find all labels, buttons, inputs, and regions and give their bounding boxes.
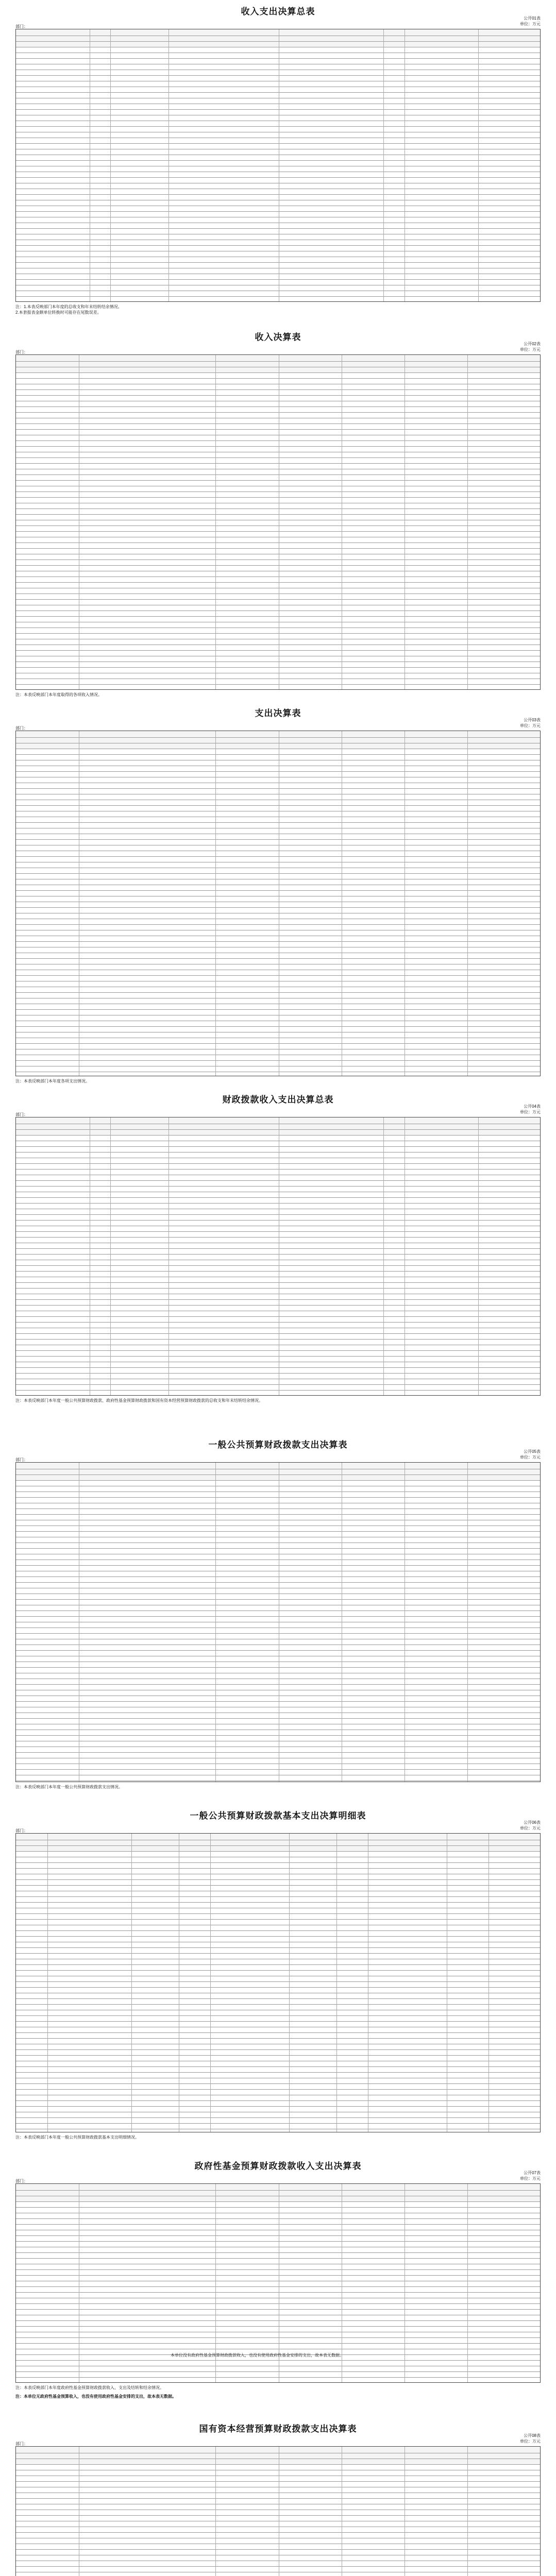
report-table — [15, 29, 541, 302]
table-column-line — [215, 355, 216, 690]
table-row-line — [16, 958, 540, 959]
report-section-s8 — [15, 2421, 541, 2576]
table-row-line — [16, 2241, 540, 2242]
table-footnote: 注：本表反映部门本年度各项支出情况。 — [15, 1079, 90, 1083]
table-row-line — [16, 514, 540, 515]
table-row-line — [16, 1237, 540, 1238]
department-label: 部门： — [15, 2442, 28, 2446]
table-row-line — [16, 1531, 540, 1532]
table-header — [16, 2447, 540, 2464]
table-row-line — [16, 1718, 540, 1719]
table-row-line — [16, 1146, 540, 1147]
table-footnote: 注：本表反映部门本年度一般公共预算财政拨款支出情况。 — [15, 1785, 123, 1789]
table-row-line — [16, 737, 540, 738]
table-row-line — [16, 1964, 540, 1965]
table-footnote: 注：本表反映部门本年度取得的各项收入情况。 — [15, 692, 102, 697]
table-row-line — [16, 2252, 540, 2253]
table-row-line — [16, 2326, 540, 2327]
department-label: 部门： — [15, 2179, 28, 2183]
table-column-line — [47, 1834, 48, 2132]
table-row-line — [16, 1902, 540, 1903]
table-row-line — [16, 2481, 540, 2482]
table-row-line — [16, 873, 540, 874]
table-code: 公开01表 — [524, 16, 541, 21]
table-row-line — [16, 1265, 540, 1266]
department-label: 部门： — [15, 1828, 28, 1833]
table-row-line — [16, 457, 540, 458]
empty-table-note: 本单位没有政府性基金预算财政拨款收入，也没有使用政府性基金安排的支出，故本表无数据。 — [171, 2353, 344, 2358]
table-row-line — [16, 446, 540, 447]
table-header — [16, 355, 540, 372]
table-row-line — [16, 1248, 540, 1249]
table-code: 公开07表 — [524, 2171, 541, 2175]
table-row-line — [16, 1930, 540, 1931]
table-row-line — [16, 423, 540, 424]
table-header — [16, 1463, 540, 1480]
table-row-line — [16, 211, 540, 212]
table-row-line — [16, 856, 540, 857]
table-row-line — [16, 1197, 540, 1198]
table-row-line — [16, 941, 540, 942]
table-row-line — [16, 1981, 540, 1982]
table-row-line — [16, 1135, 540, 1136]
table-row-line — [16, 2515, 540, 2516]
table-row-line — [16, 1769, 540, 1770]
table-row-line — [16, 667, 540, 668]
table-row-line — [16, 58, 540, 59]
table-row-line — [16, 177, 540, 178]
table-column-line — [478, 1117, 479, 1396]
table-row-line — [16, 2224, 540, 2225]
table-column-line — [289, 1834, 290, 2132]
table-row-line — [16, 2343, 540, 2344]
table-row-line — [16, 1203, 540, 1204]
table-row-line — [16, 2021, 540, 2022]
table-row-line — [16, 754, 540, 755]
table-row-line — [16, 463, 540, 464]
table-row-line — [16, 2532, 540, 2533]
report-section-s6 — [15, 1808, 541, 2143]
table-row-line — [16, 924, 540, 925]
report-section-s4 — [15, 1092, 541, 1406]
table-row-line — [16, 389, 540, 390]
table-row-line — [16, 684, 540, 685]
table-row-line — [16, 143, 540, 144]
table-header — [16, 2184, 540, 2201]
table-row-line — [16, 1953, 540, 1954]
report-table — [15, 354, 541, 690]
table-row-line — [16, 2549, 540, 2550]
table-row-line — [16, 109, 540, 110]
table-row-line — [16, 1305, 540, 1306]
table-row-line — [16, 474, 540, 475]
table-row-line — [16, 1987, 540, 1988]
table-column-line — [215, 1463, 216, 1782]
table-row-line — [16, 2083, 540, 2084]
table-row-line — [16, 1616, 540, 1617]
table-row-line — [16, 1582, 540, 1583]
table-row-line — [16, 1735, 540, 1736]
section-title: 支出决算表 — [255, 708, 301, 719]
table-row-line — [16, 565, 540, 566]
table-code: 公开08表 — [524, 2433, 541, 2438]
table-row-line — [16, 1879, 540, 1880]
table-code: 公开06表 — [524, 1820, 541, 1825]
table-row-line — [16, 1060, 540, 1061]
table-column-line — [215, 731, 216, 1076]
table-row-line — [16, 1514, 540, 1515]
table-code: 公开02表 — [524, 342, 541, 346]
table-row-line — [16, 395, 540, 396]
table-row-line — [16, 2201, 540, 2202]
report-table — [15, 2446, 541, 2576]
unit-label: 单位：万元 — [520, 347, 541, 352]
department-label: 部门： — [15, 350, 28, 354]
table-row-line — [16, 1322, 540, 1323]
unit-label: 单位：万元 — [520, 723, 541, 728]
table-row-line — [16, 2464, 540, 2465]
table-row-line — [16, 839, 540, 840]
unit-label: 单位：万元 — [520, 1455, 541, 1460]
table-row-line — [16, 650, 540, 651]
table-row-line — [16, 2337, 540, 2338]
table-row-line — [16, 92, 540, 93]
table-row-line — [16, 406, 540, 407]
table-row-line — [16, 1752, 540, 1753]
table-row-line — [16, 2055, 540, 2056]
table-row-line — [16, 1254, 540, 1255]
table-row-line — [16, 2207, 540, 2208]
table-row-line — [16, 531, 540, 532]
table-column-line — [336, 1834, 337, 2132]
table-row-line — [16, 1998, 540, 1999]
table-row-line — [16, 296, 540, 297]
table-row-line — [16, 1316, 540, 1317]
table-row-line — [16, 890, 540, 891]
table-row-line — [16, 2190, 540, 2191]
table-row-line — [16, 2049, 540, 2050]
table-header — [16, 1117, 540, 1135]
table-row-line — [16, 2320, 540, 2321]
table-row-line — [16, 1288, 540, 1289]
table-row-line — [16, 2106, 540, 2107]
table-row-line — [16, 1896, 540, 1897]
table-column-line — [383, 1117, 384, 1396]
table-row-line — [16, 440, 540, 441]
table-row-line — [16, 126, 540, 127]
table-code: 公开05表 — [524, 1449, 541, 1454]
table-code: 公开04表 — [524, 1104, 541, 1109]
table-row-line — [16, 1650, 540, 1651]
table-row-line — [16, 1339, 540, 1340]
table-row-line — [16, 1026, 540, 1027]
table-row-line — [16, 771, 540, 772]
report-table — [15, 1462, 541, 1782]
table-footnote: 注：本表反映部门本年度一般公共预算财政拨款基本支出明细情况。 — [15, 2135, 139, 2140]
table-row-line — [16, 194, 540, 195]
table-row-line — [16, 2292, 540, 2293]
table-row-line — [16, 245, 540, 246]
table-header — [16, 731, 540, 749]
table-column-line — [215, 2447, 216, 2576]
table-row-line — [16, 1186, 540, 1187]
table-row-line — [16, 788, 540, 789]
table-row-line — [16, 228, 540, 229]
table-row-line — [16, 2004, 540, 2005]
table-footnote-bold: 注：本单位无政府性基金预算收入，也没有使用政府性基金安排的支出，故本表无数据。 — [15, 2394, 176, 2399]
table-row-line — [16, 378, 540, 379]
table-row-line — [16, 1373, 540, 1374]
table-row-line — [16, 1885, 540, 1886]
table-column-line — [131, 1834, 132, 2132]
table-row-line — [16, 548, 540, 549]
table-row-line — [16, 2117, 540, 2118]
department-label: 部门： — [15, 1458, 28, 1462]
table-row-line — [16, 1220, 540, 1221]
table-row-line — [16, 616, 540, 617]
table-row-line — [16, 2258, 540, 2259]
table-row-line — [16, 2371, 540, 2372]
table-row-line — [16, 2218, 540, 2219]
table-column-line — [467, 2447, 468, 2576]
unit-label: 单位：万元 — [520, 1826, 541, 1831]
table-column-line — [488, 1834, 489, 2132]
table-row-line — [16, 480, 540, 481]
table-row-line — [16, 1356, 540, 1357]
table-row-line — [16, 1390, 540, 1391]
table-row-line — [16, 1129, 540, 1130]
table-footnote: 2.本套报表金额单位转换时可能存在尾数误差。 — [15, 310, 102, 315]
table-row-line — [16, 1497, 540, 1498]
table-row-line — [16, 907, 540, 908]
table-row-line — [16, 599, 540, 600]
table-row-line — [16, 429, 540, 430]
table-row-line — [16, 1152, 540, 1153]
table-row-line — [16, 1214, 540, 1215]
table-row-line — [16, 1180, 540, 1181]
table-column-line — [210, 1834, 211, 2132]
department-label: 部门： — [15, 726, 28, 731]
table-code: 公开03表 — [524, 718, 541, 722]
table-row-line — [16, 1333, 540, 1334]
table-row-line — [16, 2269, 540, 2270]
table-row-line — [16, 1384, 540, 1385]
table-column-line — [467, 1463, 468, 1782]
table-row-line — [16, 1684, 540, 1685]
table-row-line — [16, 1299, 540, 1300]
table-row-line — [16, 2089, 540, 2090]
unit-label: 单位：万元 — [520, 22, 541, 26]
table-row-line — [16, 1701, 540, 1702]
section-title: 收入决算表 — [255, 332, 301, 343]
table-row-line — [16, 2275, 540, 2276]
table-footnote: 注：1.本表反映部门本年度的总收支和年末结转结余情况。 — [15, 304, 122, 309]
table-row-line — [16, 1936, 540, 1937]
report-table — [15, 1833, 541, 2132]
report-table — [15, 1117, 541, 1396]
table-column-line — [478, 29, 479, 302]
table-row-line — [16, 1919, 540, 1920]
table-row-line — [16, 2303, 540, 2304]
table-column-line — [110, 1117, 111, 1396]
table-row-line — [16, 1480, 540, 1481]
table-footnote: 注：本表反映部门本年度政府性基金预算财政拨款收入、支出及结转和结余情况。 — [15, 2385, 164, 2390]
table-row-line — [16, 2032, 540, 2033]
section-title: 一般公共预算财政拨款基本支出决算明细表 — [190, 1811, 366, 1821]
table-row-line — [16, 1565, 540, 1566]
unit-label: 单位：万元 — [520, 1110, 541, 1114]
unit-label: 单位：万元 — [520, 2176, 541, 2181]
unit-label: 单位：万元 — [520, 2439, 541, 2444]
section-title: 政府性基金预算财政拨款收入支出决算表 — [194, 2161, 362, 2172]
table-row-line — [16, 1163, 540, 1164]
table-header — [16, 1834, 540, 1851]
table-row-line — [16, 2235, 540, 2236]
table-row-line — [16, 633, 540, 634]
table-row-line — [16, 372, 540, 373]
table-row-line — [16, 1231, 540, 1232]
table-row-line — [16, 1667, 540, 1668]
table-row-line — [16, 412, 540, 413]
report-section-s2 — [15, 330, 541, 701]
report-section-s1 — [15, 4, 541, 318]
report-section-s3 — [15, 706, 541, 1087]
table-row-line — [16, 1009, 540, 1010]
section-title: 国有资本经营预算财政拨款支出决算表 — [199, 2424, 357, 2434]
table-column-line — [467, 355, 468, 690]
table-row-line — [16, 1851, 540, 1852]
table-row-line — [16, 75, 540, 76]
table-column-line — [467, 2184, 468, 2383]
report-table — [15, 731, 541, 1076]
table-row-line — [16, 262, 540, 263]
table-row-line — [16, 2498, 540, 2499]
table-row-line — [16, 1845, 540, 1846]
table-footnote: 注：本表反映部门本年度一般公共预算财政拨款、政府性基金预算财政拨款和国有资本经营预算财政拨款的总收支和年末结转结余情况。 — [15, 1398, 263, 1403]
table-row-line — [16, 992, 540, 993]
table-column-line — [383, 29, 384, 302]
section-title: 财政拨款收入支出决算总表 — [222, 1095, 334, 1105]
table-row-line — [16, 2309, 540, 2310]
table-row-line — [16, 822, 540, 823]
table-row-line — [16, 2286, 540, 2287]
table-row-line — [16, 1947, 540, 1948]
table-column-line — [467, 731, 468, 1076]
table-row-line — [16, 497, 540, 498]
table-row-line — [16, 2038, 540, 2039]
section-title: 收入支出决算总表 — [241, 7, 315, 17]
department-label: 部门： — [15, 24, 28, 29]
report-table — [15, 2183, 541, 2383]
table-row-line — [16, 2100, 540, 2101]
table-row-line — [16, 2360, 540, 2361]
report-section-s7 — [15, 2159, 541, 2406]
table-row-line — [16, 1970, 540, 1971]
table-row-line — [16, 2123, 540, 2124]
table-row-line — [16, 582, 540, 583]
table-column-line — [110, 29, 111, 302]
table-header — [16, 29, 540, 47]
table-row-line — [16, 279, 540, 280]
table-row-line — [16, 2566, 540, 2567]
table-row-line — [16, 1271, 540, 1272]
table-row-line — [16, 160, 540, 161]
table-row-line — [16, 2066, 540, 2067]
section-title: 一般公共预算财政拨款支出决算表 — [208, 1440, 348, 1450]
table-row-line — [16, 975, 540, 976]
table-row-line — [16, 1913, 540, 1914]
table-row-line — [16, 41, 540, 42]
table-row-line — [16, 1169, 540, 1170]
table-row-line — [16, 2072, 540, 2073]
table-row-line — [16, 1548, 540, 1549]
table-row-line — [16, 1043, 540, 1044]
table-row-line — [16, 361, 540, 362]
table-row-line — [16, 1599, 540, 1600]
table-row-line — [16, 2015, 540, 2016]
table-row-line — [16, 1367, 540, 1368]
report-section-s5 — [15, 1437, 541, 1793]
table-row-line — [16, 1868, 540, 1869]
table-row-line — [16, 2377, 540, 2378]
table-row-line — [16, 805, 540, 806]
table-row-line — [16, 1862, 540, 1863]
department-label: 部门： — [15, 1112, 28, 1117]
table-row-line — [16, 1282, 540, 1283]
table-row-line — [16, 1633, 540, 1634]
table-row-line — [16, 1350, 540, 1351]
